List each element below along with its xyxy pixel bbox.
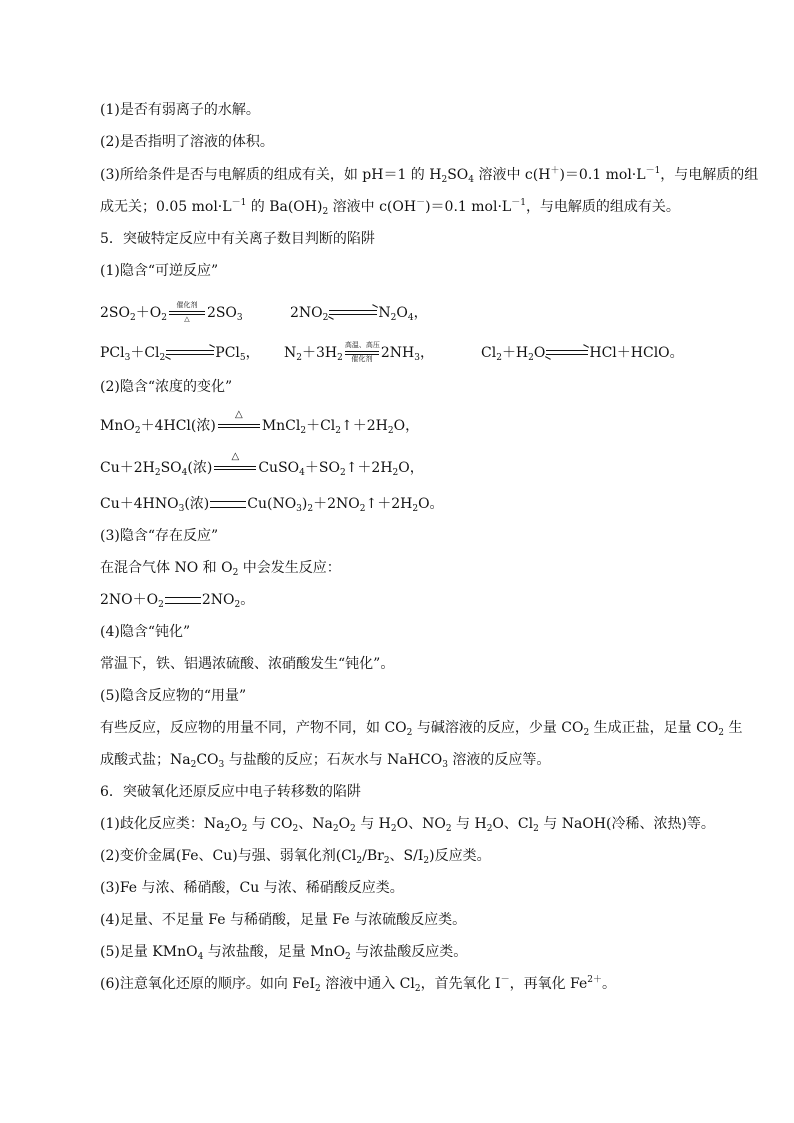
heat-arrow: △ bbox=[214, 466, 256, 470]
text-line: (2)变价金属(Fe、Cu)与强、弱氧化剂($Cl_2/Br_2$、$S/I_2$)反应类。 bbox=[100, 848, 491, 866]
text-line: 成酸式盐；$Na_2CO_3$ 与盐酸的反应；石灰水与 NaHCO$_3$ 溶液的反应等。 bbox=[100, 752, 551, 770]
subheading: (4)隐含“钝化” bbox=[100, 624, 191, 640]
text-line: 成无关；0.05 $mol\cdot L^{-1}$ 的 $Ba(OH)_2$ 溶液中 c(OH－)＝0.1 $mol\cdot L^{-1}$，与电解质的组成有关。 bbox=[100, 198, 680, 217]
reversible-arrow: 高温、高压 催化剂 bbox=[344, 341, 380, 363]
text-line: 常温下，铁、铝遇浓硫酸、浓硝酸发生“钝化”。 bbox=[100, 656, 395, 672]
text-line: (3)所给条件是否与电解质的组成有关，如 pH＝1 的 $H_2SO_4$ 溶液中 c(H＋)＝0.1 $mol\cdot L^{-1}$，与电解质的组 bbox=[100, 166, 759, 185]
equals-arrow bbox=[165, 597, 201, 604]
equation-mno2: MnO$_2$＋4HCl(浓) △ $MnCl_2+Cl_2↑+2H_2O$， bbox=[100, 409, 420, 436]
subheading: (3)隐含“存在反应” bbox=[100, 528, 219, 544]
text-line: 在混合气体 NO 和 $O_2$ 中会发生反应： bbox=[100, 560, 341, 578]
equation-cu-h2so4: $Cu+2H_2SO_4$(浓) △ $CuSO_4+SO_2↑+2H_2O$， bbox=[100, 451, 424, 478]
equation-cu-hno3: $Cu+4HNO_3$(浓) $Cu(NO_3)_2+2NO_2↑+2H_2O$。 bbox=[100, 496, 444, 514]
equilibrium-arrow bbox=[546, 349, 588, 357]
subheading: (2)隐含“浓度的变化” bbox=[100, 379, 233, 395]
equation-pcl3: $PCl_3+Cl_2$ PCl$_5$， bbox=[100, 345, 260, 363]
equals-arrow bbox=[210, 501, 246, 508]
text-line: (3)Fe 与浓、稀硝酸，Cu 与浓、稀硝酸反应类。 bbox=[100, 880, 404, 896]
equilibrium-arrow bbox=[166, 349, 214, 357]
text-line: (1)歧化反应类：$Na_2O_2$ 与 $CO_2$、$Na_2O_2$ 与 $H_2O$、$NO_2$ 与 $H_2O$、$Cl_2$ 与 NaOH(冷稀、浓热)等。 bbox=[100, 816, 715, 834]
text-line: 有些反应，反应物的用量不同，产物不同，如 $CO_2$ 与碱溶液的反应，少量 $CO_2$ 生成正盐，足量 $CO_2$ 生 bbox=[100, 720, 743, 738]
equation-no-o2: $2NO+O_2$ $2NO_2$。 bbox=[100, 592, 255, 610]
equilibrium-arrow bbox=[329, 309, 377, 317]
reversible-arrow: 催化剂 △ bbox=[169, 311, 205, 315]
equation-nh3: $N_2+3H_2$ 高温、高压 催化剂 $2NH_3$， bbox=[284, 341, 434, 363]
text-line: (5)足量 KMnO$_4$ 与浓盐酸，足量 MnO$_2$ 与浓盐酸反应类。 bbox=[100, 944, 468, 962]
section-heading: 6．突破氧化还原反应中电子转移数的陷阱 bbox=[100, 784, 361, 800]
subheading: (5)隐含反应物的“用量” bbox=[100, 688, 247, 704]
text-line: (6)注意氧化还原的顺序。如向 FeI$_2$ 溶液中通入 $Cl_2$，首先氧化 I－，再氧化 $Fe^{2+}$。 bbox=[100, 975, 617, 994]
equation-no2: $2NO_2$ $N_2O_4$， bbox=[290, 305, 428, 323]
text-line: (2)是否指明了溶液的体积。 bbox=[100, 134, 274, 150]
text-line: (4)足量、不足量 Fe 与稀硝酸，足量 Fe 与浓硫酸反应类。 bbox=[100, 912, 467, 928]
equation-so2: $2SO_2+O_2$ 催化剂 △ $2SO_3$ bbox=[100, 301, 243, 323]
heat-arrow: △ bbox=[218, 424, 260, 428]
subheading: (1)隐含“可逆反应” bbox=[100, 263, 219, 279]
text-line: (1)是否有弱离子的水解。 bbox=[100, 102, 260, 118]
equation-cl2-h2o: $Cl_2+H_2O$ HCl＋HClO。 bbox=[481, 345, 684, 363]
section-heading: 5．突破特定反应中有关离子数目判断的陷阱 bbox=[100, 231, 375, 247]
